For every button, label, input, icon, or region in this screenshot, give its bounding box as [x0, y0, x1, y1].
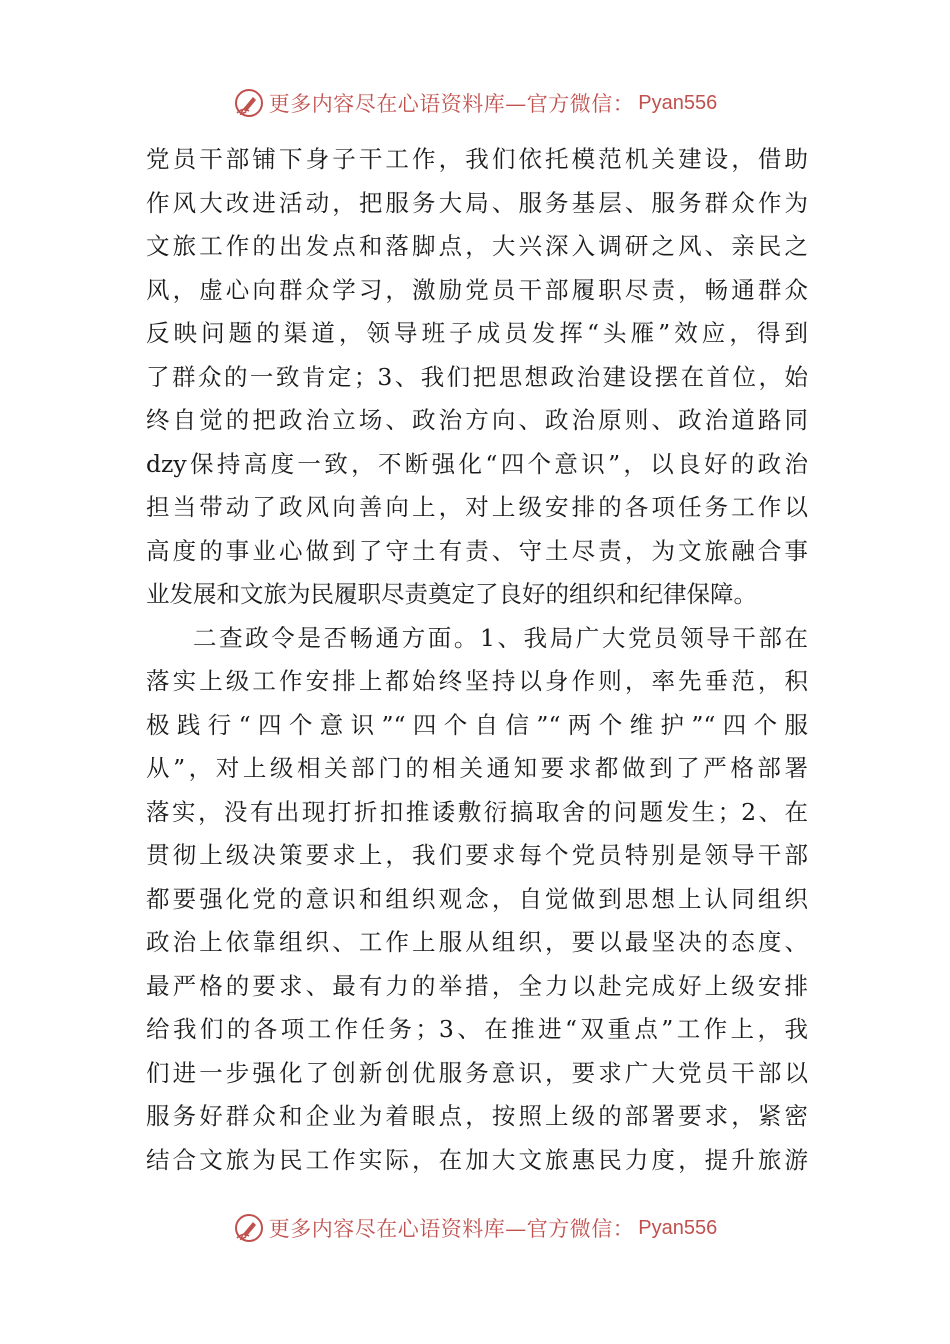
- paragraph-1: [146, 138, 808, 617]
- paragraph-2: [146, 617, 808, 1183]
- text-line: 政治上依靠组织、工作上服从组织，要以最坚决的态度、: [146, 928, 808, 956]
- text-line: dzy保持高度一致，不断强化“四个意识”，以良好的政治: [146, 449, 808, 478]
- text-line: 给我们的各项工作任务；3、在推进“双重点”工作上，我: [146, 1015, 808, 1043]
- text-line: 结合文旅为民工作实际，在加大文旅惠民力度，提升旅游: [146, 1145, 808, 1174]
- document-body: [146, 138, 808, 1182]
- text-line: 了群众的一致肯定；3、我们把思想政治建设摆在首位，始: [146, 362, 808, 391]
- text-line: 文旅工作的出发点和落脚点，大兴深入调研之风、亲民之: [146, 232, 808, 260]
- watermark-wechat-id: Pyan556: [638, 1216, 718, 1239]
- watermark-wechat-id: Pyan556: [638, 91, 718, 114]
- text-line: 风，虚心向群众学习，激励党员干部履职尽责，畅通群众: [146, 275, 808, 304]
- text-line: 党员干部铺下身子干工作，我们依托模范机关建设，借助: [146, 145, 808, 173]
- text-line: 们进一步强化了创新创优服务意识，要求广大党员干部以: [146, 1058, 808, 1087]
- text-line: 反映问题的渠道，领导班子成员发挥“头雁”效应，得到: [146, 319, 808, 347]
- pen-logo-icon: [233, 1212, 265, 1244]
- footer-watermark: [0, 1208, 950, 1248]
- text-line: 高度的事业心做到了守土有责、守土尽责，为文旅融合事: [146, 536, 808, 565]
- text-line: 贯彻上级决策要求上，我们要求每个党员特别是领导干部: [146, 841, 808, 869]
- text-line: 服务好群众和企业为着眼点，按照上级的部署要求，紧密: [146, 1102, 808, 1130]
- text-line: 担当带动了政风向善向上，对上级安排的各项任务工作以: [146, 493, 808, 521]
- text-line: 终自觉的把政治立场、政治方向、政治原则、政治道路同: [146, 406, 808, 434]
- text-line: 业发展和文旅为民履职尽责奠定了良好的组织和纪律保障。: [146, 580, 757, 608]
- text-line: 从”，对上级相关部门的相关通知要求都做到了严格部署: [146, 754, 808, 782]
- watermark-text: 更多内容尽在心语资料库—官方微信：: [268, 92, 635, 116]
- text-line: 极践行“四个意识”“四个自信”“两个维护”“四个服: [146, 710, 808, 739]
- text-line: 作风大改进活动，把服务大局、服务基层、服务群众作为: [146, 188, 808, 217]
- header-watermark: [0, 83, 950, 123]
- text-line: 最严格的要求、最有力的举措，全力以赴完成好上级安排: [146, 971, 808, 1000]
- text-line: 落实上级工作安排上都始终坚持以身作则，率先垂范，积: [146, 667, 808, 695]
- text-line: 二查政令是否畅通方面。1、我局广大党员领导干部在: [193, 623, 808, 652]
- text-line: 落实，没有出现打折扣推诿敷衍搞取舍的问题发生；2、在: [146, 797, 808, 826]
- pen-logo-icon: [233, 87, 265, 119]
- watermark-text: 更多内容尽在心语资料库—官方微信：: [268, 1217, 635, 1241]
- text-line: 都要强化党的意识和组织观念，自觉做到思想上认同组织: [146, 884, 808, 913]
